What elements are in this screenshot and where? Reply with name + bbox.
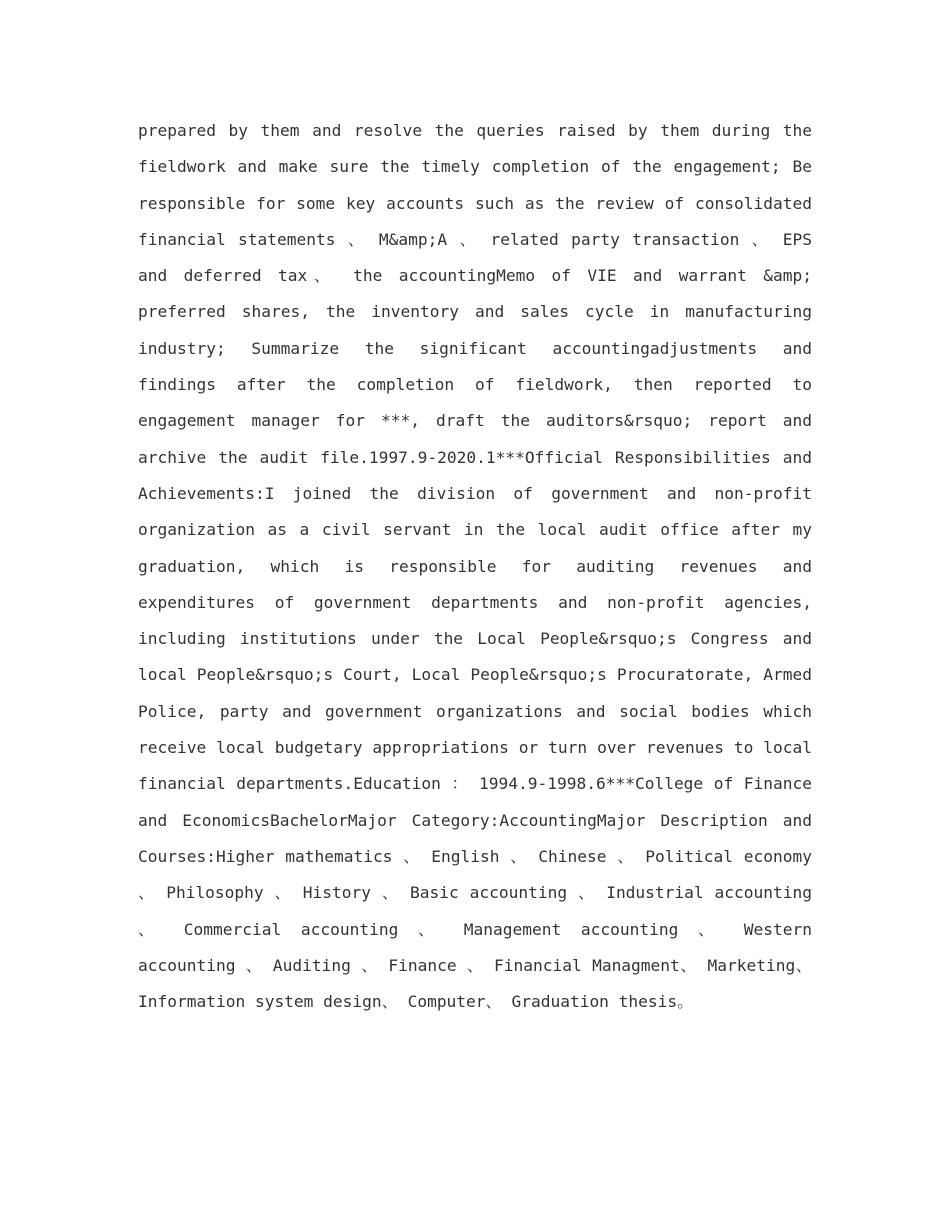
body-paragraph: prepared by them and resolve the queries raised by them during the fieldwork and make sure the timely completion of the engagement; Be responsible for some key accounts such as the review of consolidated financial statements 、 M&amp;A 、 related party transaction 、 EPS and deferred tax、 the accountingMemo of VIE and warrant &amp; preferred shares, the inventory and sales cycle in manufacturing industry; Summarize the significant accountingadjustments and findings after the completion of fieldwork, then reported to engagement manager for ***, draft the auditors&rsquo; report and archive the audit file.1997.9-2020.1***Official Responsibilities and Achievements:I joined the division of government and non-profit organization as a civil servant in the local audit office after my graduation, which is responsible for auditing revenues and expenditures of government departments and non-profit agencies, including institutions under the Local People&rsquo;s Congress and local People&rsquo;s Court, Local People&rsquo;s Procuratorate, Armed Police, party and government organizations and social bodies which receive local budgetary appropriations or turn over revenues to local financial departments.Education ： 1994.9-1998.6***College of Finance and EconomicsBachelorMajor Category:AccountingMajor Description and Courses:Higher mathematics 、 English 、 Chinese 、 Political economy 、 Philosophy 、 History 、 Basic accounting 、 Industrial accounting 、 Commercial accounting 、 Management accounting 、 Western accounting 、 Auditing 、 Finance 、 Financial Managment、 Marketing、 Information system design、 Computer、 Graduation thesis。	[138, 121, 812, 1012]
